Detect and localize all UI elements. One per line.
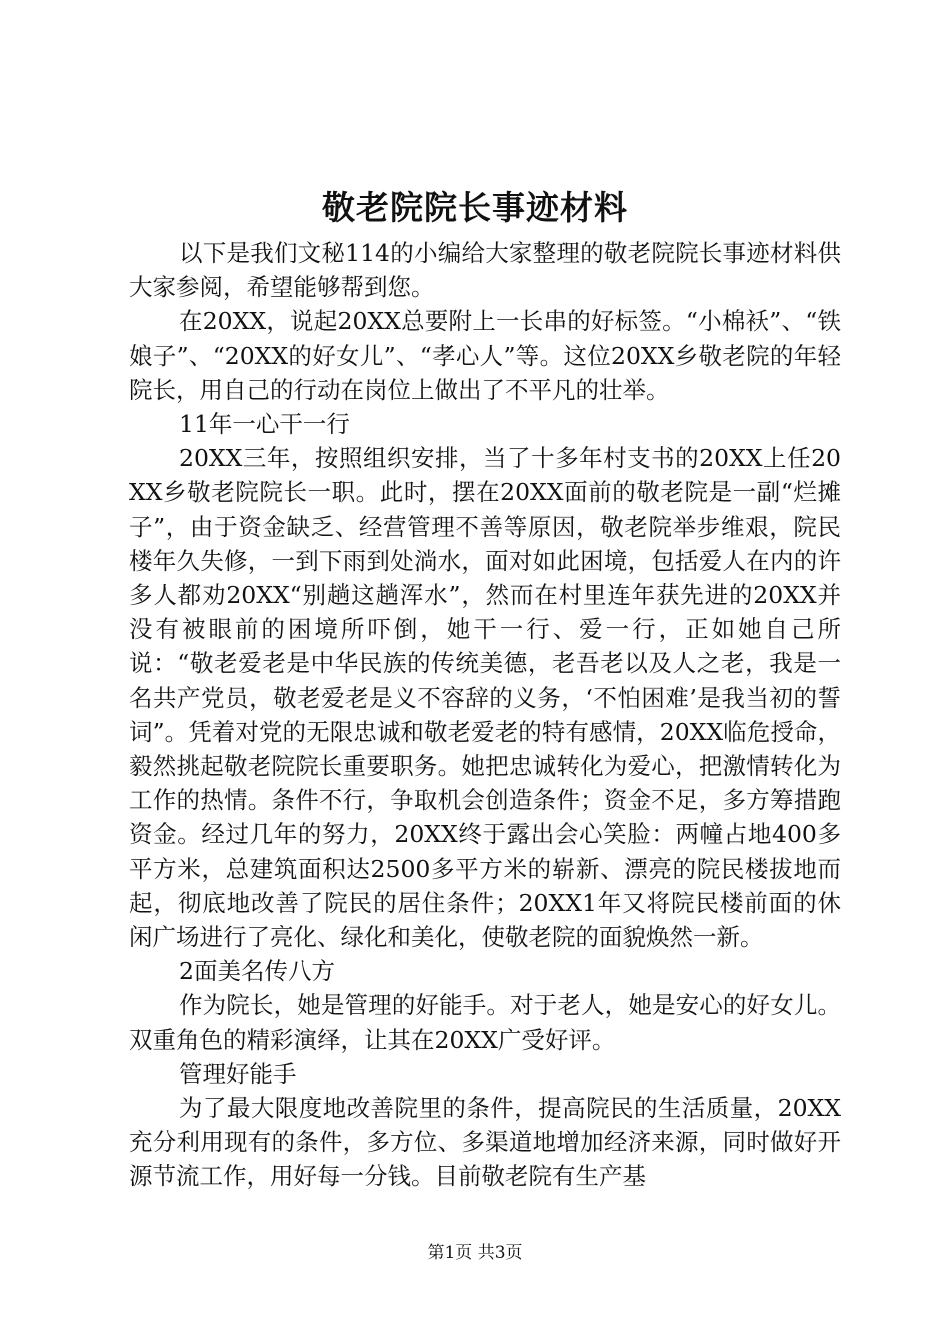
section-heading-2: 2面美名传八方 bbox=[179, 957, 335, 986]
paragraph-roles: 作为院长，她是管理的好能手。对于老人，她是安心的好女儿。双重角色的精彩演绎，让其在20XX广受好评。 bbox=[129, 991, 841, 1054]
document-body bbox=[129, 236, 841, 1194]
page-footer: 第1页 共3页 bbox=[427, 1243, 523, 1263]
paragraph-intro: 以下是我们文秘114的小编给大家整理的敬老院院长事迹材料供大家参阅，希望能够帮到您。 bbox=[129, 239, 841, 302]
paragraph-labels: 在20XX，说起20XX总要附上一长串的好标签。“小棉袄”、“铁娘子”、“20XX的好女儿”、“孝心人”等。这位20XX乡敬老院的年轻院长，用自己的行动在岗位上做出了不平凡的壮举。 bbox=[129, 307, 841, 404]
paragraph-management: 为了最大限度地改善院里的条件，提高院民的生活质量，20XX充分利用现有的条件，多方位、多渠道地增加经济来源，同时做好开源节流工作，用好每一分钱。目前敬老院有生产基 bbox=[129, 1094, 841, 1191]
paragraph-history: 20XX三年，按照组织安排，当了十多年村支书的20XX上任20XX乡敬老院院长一职。此时，摆在20XX面前的敬老院是一副“烂摊子”，由于资金缺乏、经营管理不善等原因，敬老院举步维艰，院民楼年久失修，一到下雨到处淌水，面对如此困境，包括爱人在内的许多人都劝20XX“别趟这趟浑水”，然而在村里连年获先进的20XX并没有被眼前的困境所吓倒，她干一行、爱一行，正如她自己所说：“敬老爱老是中华民族的传统美德，老吾老以及人之老，我是一名共产党员，敬老爱老是义不容辞的义务，‘不怕困难’是我当初的誓词”。凭着对党的无限忠诚和敬老爱老的特有感情，20XX临危授命，毅然挑起敬老院院长重要职务。她把忠诚转化为爱心，把激情转化为工作的热情。条件不行，争取机会创造条件；资金不足，多方筹措跑资金。经过几年的努力，20XX终于露出会心笑脸：两幢占地400多平方米，总建筑面积达2500多平方米的崭新、漂亮的院民楼拔地而起，彻底地改善了院民的居住条件；20XX1年又将院民楼前面的休闲广场进行了亮化、绿化和美化，使敬老院的面貌焕然一新。 bbox=[129, 444, 841, 952]
section-heading-3: 管理好能手 bbox=[179, 1059, 297, 1088]
section-heading-1: 11年一心干一行 bbox=[179, 410, 350, 439]
document-title: 敬老院院长事迹材料 bbox=[322, 188, 628, 227]
